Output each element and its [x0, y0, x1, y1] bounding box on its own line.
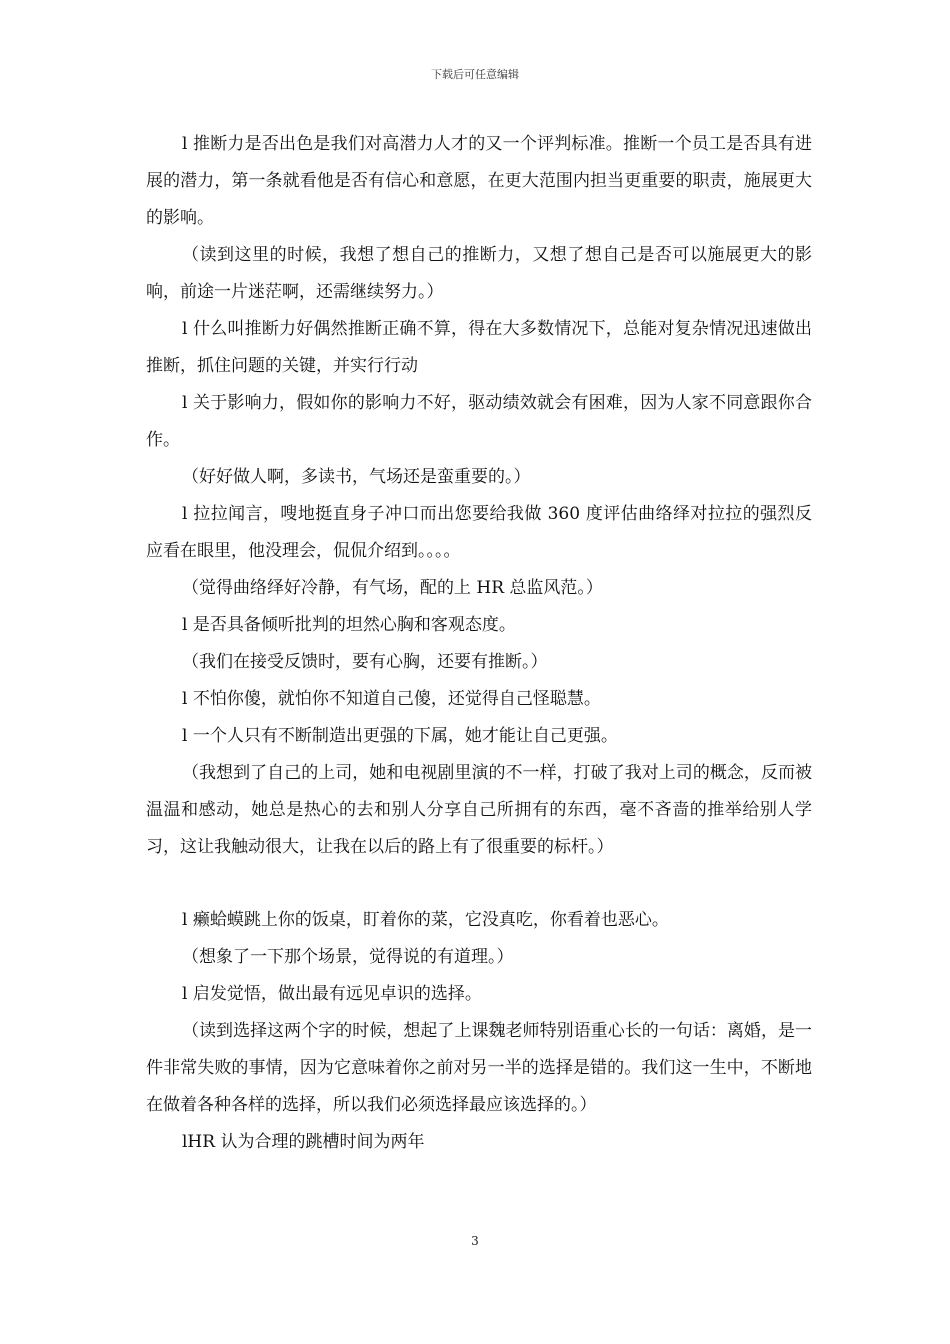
- paragraph: （我想到了自己的上司，她和电视剧里演的不一样，打破了我对上司的概念，反而被温温和感动，她总是热心的去和别人分享自己所拥有的东西，毫不吝啬的推举给别人学习，这让我触动很大，让我在以后的路上有了很重要的标杆。）: [146, 763, 812, 857]
- document-body: [146, 126, 812, 1161]
- paragraph: l 启发觉悟，做出最有远见卓识的选择。: [182, 984, 482, 1004]
- paragraph: l 推断力是否出色是我们对高潜力人才的又一个评判标准。推断一个员工是否具有进展的潜力，第一条就看他是否有信心和意愿，在更大范围内担当更重要的职责，施展更大的影响。: [146, 134, 812, 228]
- paragraph: （读到这里的时候，我想了想自己的推断力，又想了想自己是否可以施展更大的影响，前途一片迷茫啊，还需继续努力。）: [146, 245, 812, 302]
- paragraph: l 一个人只有不断制造出更强的下属，她才能让自己更强。: [182, 726, 618, 746]
- paragraph: （好好做人啊，多读书，气场还是蛮重要的。）: [182, 467, 531, 487]
- paragraph: l 癞蛤蟆跳上你的饭桌，盯着你的菜，它没真吃，你看着也恶心。: [182, 910, 669, 930]
- paragraph: l 拉拉闻言，嗖地挺直身子冲口而出您要给我做 360 度评估曲络绎对拉拉的强烈反应看在眼里，他没理会，侃侃介绍到。。。。: [146, 504, 812, 561]
- paragraph: （觉得曲络绎好冷静，有气场，配的上 HR 总监风范。）: [182, 578, 603, 598]
- page-header: 下载后可任意编辑: [431, 68, 519, 81]
- paragraph: l 关于影响力，假如你的影响力不好，驱动绩效就会有困难，因为人家不同意跟你合作。: [146, 393, 812, 450]
- paragraph: l 是否具备倾听批判的坦然心胸和客观态度。: [182, 615, 516, 635]
- paragraph: （想象了一下那个场景，觉得说的有道理。）: [182, 947, 514, 967]
- blank-line: [146, 866, 812, 902]
- paragraph: lHR 认为合理的跳槽时间为两年: [182, 1132, 425, 1152]
- paragraph: l 什么叫推断力好偶然推断正确不算，得在大多数情况下，总能对复杂情况迅速做出推断，抓住问题的关键，并实行行动: [146, 319, 812, 376]
- paragraph: （我们在接受反馈时，要有心胸，还要有推断。）: [182, 652, 548, 672]
- paragraph: l 不怕你傻，就怕你不知道自己傻，还觉得自己怪聪慧。: [182, 689, 601, 709]
- paragraph: （读到选择这两个字的时候，想起了上课魏老师特别语重心长的一句话：离婚，是一件非常失败的事情，因为它意味着你之前对另一半的选择是错的。我们这一生中，不断地在做着各种各样的选择，所以我们必须选择最应该选择的。）: [146, 1021, 812, 1115]
- page-number: 3: [471, 1234, 479, 1248]
